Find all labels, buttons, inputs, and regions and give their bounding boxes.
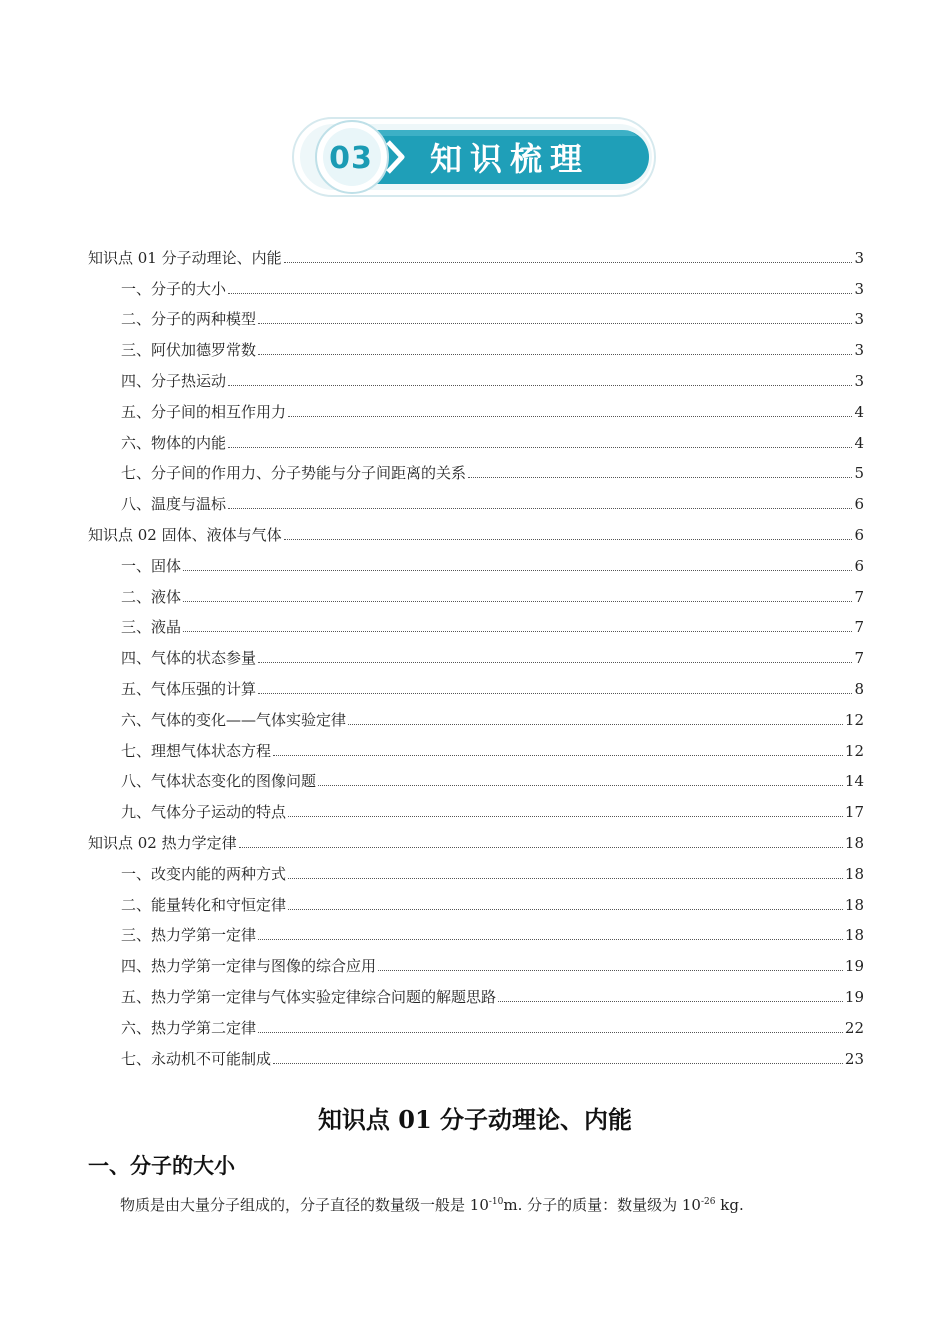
toc-entry-title: 六、气体的变化——气体实验定律 xyxy=(121,710,347,729)
toc-page-number: 18 xyxy=(844,895,864,914)
toc-page-number: 6 xyxy=(854,495,864,514)
toc-page-number: 3 xyxy=(854,341,864,360)
table-of-contents xyxy=(88,237,864,1069)
toc-entry-title: 知识点 02 固体、液体与气体 xyxy=(88,525,282,544)
toc-page-number: 3 xyxy=(854,371,864,390)
section-banner xyxy=(292,116,658,198)
toc-page-number: 18 xyxy=(844,864,864,883)
toc-page-number: 12 xyxy=(844,710,864,729)
toc-entry-title: 七、分子间的作用力、分子势能与分子间距离的关系 xyxy=(121,464,467,483)
toc-entry-title: 四、气体的状态参量 xyxy=(121,649,257,668)
toc-entry[interactable] xyxy=(88,791,864,822)
toc-entry-title: 八、温度与温标 xyxy=(121,495,227,514)
toc-entry-title: 二、液体 xyxy=(121,587,182,606)
toc-entry-title: 知识点 02 热力学定律 xyxy=(88,833,237,852)
toc-entry[interactable] xyxy=(88,853,864,884)
toc-leader-dots xyxy=(228,446,852,448)
toc-leader-dots xyxy=(273,1062,843,1064)
toc-entry-title: 三、液晶 xyxy=(121,618,182,637)
toc-entry-title: 四、热力学第一定律与图像的综合应用 xyxy=(121,957,377,976)
toc-leader-dots xyxy=(258,322,852,324)
toc-leader-dots xyxy=(468,476,852,478)
toc-page-number: 4 xyxy=(854,433,864,452)
toc-leader-dots xyxy=(288,908,843,910)
exponent-diameter: -10 xyxy=(488,1197,504,1207)
toc-leader-dots xyxy=(258,692,852,694)
toc-entry-title: 三、热力学第一定律 xyxy=(121,926,257,945)
toc-leader-dots xyxy=(228,292,852,294)
toc-page-number: 12 xyxy=(844,741,864,760)
toc-entry-title: 九、气体分子运动的特点 xyxy=(121,803,287,822)
toc-leader-dots xyxy=(273,754,843,756)
toc-entry[interactable] xyxy=(88,761,864,792)
section-title: 知识点 01 分子动理论、内能 xyxy=(317,1105,633,1134)
toc-entry[interactable] xyxy=(88,453,864,484)
toc-leader-dots xyxy=(288,415,852,417)
banner-number: 03 xyxy=(329,140,373,176)
toc-entry-title: 一、固体 xyxy=(121,556,182,575)
toc-page-number: 19 xyxy=(844,957,864,976)
toc-entry[interactable] xyxy=(88,822,864,853)
toc-entry[interactable] xyxy=(88,268,864,299)
toc-entry-title: 八、气体状态变化的图像问题 xyxy=(121,772,317,791)
para-text-c: kg. xyxy=(715,1196,744,1214)
toc-entry[interactable] xyxy=(88,607,864,638)
toc-leader-dots xyxy=(498,1000,843,1002)
toc-leader-dots xyxy=(258,938,843,940)
toc-entry-title: 七、永动机不可能制成 xyxy=(121,1049,272,1068)
toc-entry-title: 一、改变内能的两种方式 xyxy=(121,864,287,883)
toc-entry-title: 五、分子间的相互作用力 xyxy=(121,402,287,421)
para-text-a: 物质是由大量分子组成的，分子直径的数量级一般是 10 xyxy=(120,1196,489,1214)
toc-leader-dots xyxy=(378,969,843,971)
toc-page-number: 14 xyxy=(844,772,864,791)
toc-entry[interactable] xyxy=(88,730,864,761)
toc-page-number: 5 xyxy=(854,464,864,483)
toc-page-number: 8 xyxy=(854,679,864,698)
toc-entry-title: 二、分子的两种模型 xyxy=(121,310,257,329)
toc-page-number: 3 xyxy=(854,279,864,298)
toc-entry-title: 三、阿伏加德罗常数 xyxy=(121,341,257,360)
toc-leader-dots xyxy=(258,661,852,663)
toc-leader-dots xyxy=(239,846,843,848)
toc-entry[interactable] xyxy=(88,545,864,576)
body-paragraph xyxy=(120,1194,744,1215)
toc-entry-title: 知识点 01 分子动理论、内能 xyxy=(88,248,282,267)
toc-entry-title: 七、理想气体状态方程 xyxy=(121,741,272,760)
toc-entry-title: 一、分子的大小 xyxy=(121,279,227,298)
toc-leader-dots xyxy=(288,877,843,879)
toc-entry-title: 二、能量转化和守恒定律 xyxy=(121,895,287,914)
toc-entry[interactable] xyxy=(88,1007,864,1038)
toc-entry[interactable] xyxy=(88,637,864,668)
toc-entry[interactable] xyxy=(88,915,864,946)
toc-page-number: 17 xyxy=(844,803,864,822)
toc-leader-dots xyxy=(228,384,852,386)
toc-entry[interactable] xyxy=(88,1038,864,1069)
toc-leader-dots xyxy=(318,784,843,786)
toc-leader-dots xyxy=(183,569,852,571)
toc-page-number: 18 xyxy=(844,926,864,945)
toc-entry-title: 六、物体的内能 xyxy=(121,433,227,452)
toc-entry[interactable] xyxy=(88,329,864,360)
toc-entry[interactable] xyxy=(88,699,864,730)
toc-page-number: 3 xyxy=(854,310,864,329)
toc-entry[interactable] xyxy=(88,360,864,391)
toc-entry[interactable] xyxy=(88,514,864,545)
toc-leader-dots xyxy=(284,538,853,540)
subsection-heading: 一、分子的大小 xyxy=(88,1154,235,1178)
toc-page-number: 3 xyxy=(854,248,864,267)
toc-entry-title: 四、分子热运动 xyxy=(121,371,227,390)
toc-entry[interactable] xyxy=(88,976,864,1007)
toc-entry-title: 五、热力学第一定律与气体实验定律综合问题的解题思路 xyxy=(121,987,497,1006)
toc-page-number: 7 xyxy=(854,618,864,637)
toc-page-number: 19 xyxy=(844,987,864,1006)
toc-entry[interactable] xyxy=(88,483,864,514)
toc-page-number: 4 xyxy=(854,402,864,421)
toc-page-number: 6 xyxy=(854,525,864,544)
toc-page-number: 7 xyxy=(854,587,864,606)
toc-entry[interactable] xyxy=(88,299,864,330)
toc-leader-dots xyxy=(284,261,853,263)
toc-entry[interactable] xyxy=(88,391,864,422)
toc-entry-title: 六、热力学第二定律 xyxy=(121,1018,257,1037)
toc-leader-dots xyxy=(228,507,852,509)
toc-entry[interactable] xyxy=(88,945,864,976)
toc-page-number: 6 xyxy=(854,556,864,575)
para-text-b: m. 分子的质量：数量级为 10 xyxy=(503,1196,701,1214)
toc-entry-title: 五、气体压强的计算 xyxy=(121,679,257,698)
banner-title: 知识梳理 xyxy=(430,140,591,178)
toc-leader-dots xyxy=(258,1031,843,1033)
toc-leader-dots xyxy=(288,815,843,817)
toc-entry[interactable] xyxy=(88,576,864,607)
toc-entry[interactable] xyxy=(88,422,864,453)
toc-page-number: 7 xyxy=(854,649,864,668)
toc-leader-dots xyxy=(258,353,852,355)
toc-page-number: 22 xyxy=(844,1018,864,1037)
toc-leader-dots xyxy=(183,600,852,602)
toc-entry[interactable] xyxy=(88,237,864,268)
toc-leader-dots xyxy=(183,630,852,632)
toc-page-number: 18 xyxy=(844,833,864,852)
toc-entry[interactable] xyxy=(88,884,864,915)
toc-entry[interactable] xyxy=(88,668,864,699)
toc-leader-dots xyxy=(348,723,843,725)
toc-page-number: 23 xyxy=(844,1049,864,1068)
exponent-mass: -26 xyxy=(700,1197,716,1207)
